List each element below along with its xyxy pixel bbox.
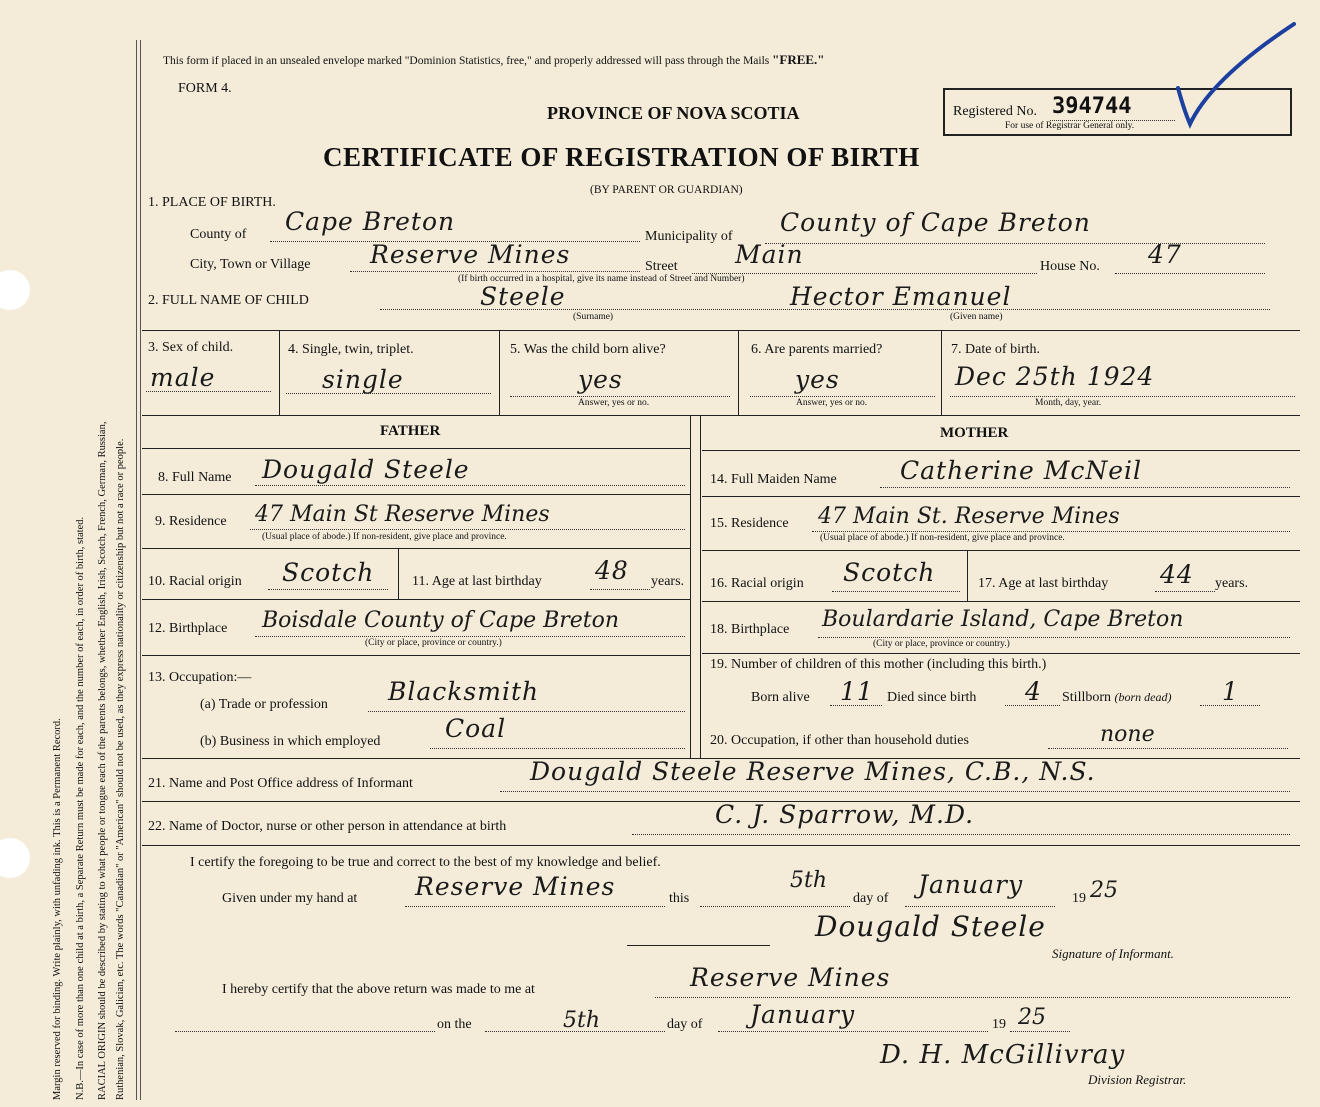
alive-value: yes <box>578 365 623 394</box>
mail-note-text: This form if placed in an unsealed envelope marked "Dominion Statistics, free," and properly addressed will pass through the Mails <box>163 55 773 67</box>
county-label: County of <box>190 227 247 242</box>
given-day-value: 5th <box>790 868 828 893</box>
given-caption: (Given name) <box>950 312 1003 322</box>
born-alive-value: 11 <box>840 677 874 706</box>
registrar-place-value: Reserve Mines <box>690 963 891 992</box>
margin-rule-inner <box>140 40 141 1100</box>
mother-age-line <box>1155 591 1215 592</box>
registered-number: 394744 <box>1052 94 1132 119</box>
county-value: Cape Breton <box>285 207 456 236</box>
given-day-of-label: day of <box>853 891 889 906</box>
father-heading: FATHER <box>380 423 441 439</box>
mother-birthplace-label: 18. Birthplace <box>710 622 790 637</box>
child-surname: Steele <box>480 282 566 311</box>
municipality-value: County of Cape Breton <box>780 208 1091 237</box>
father-race-divider <box>398 549 399 599</box>
city-label: City, Town or Village <box>190 257 311 272</box>
alive-caption: Answer, yes or no. <box>578 398 650 408</box>
informant-label: 21. Name and Post Office address of Informant <box>148 776 413 791</box>
father-name-value: Dougald Steele <box>262 455 470 484</box>
divider-5-6 <box>738 331 739 415</box>
trade-value: Blacksmith <box>388 677 540 706</box>
married-value: yes <box>795 365 840 394</box>
married-label: 6. Are parents married? <box>751 342 883 357</box>
given-year-prefix: 19 <box>1072 891 1086 906</box>
street-value: Main <box>735 240 804 269</box>
doctor-value: C. J. Sparrow, M.D. <box>715 800 975 829</box>
father-age-label: 11. Age at last birthday <box>412 574 542 589</box>
signature-label: Signature of Informant. <box>1052 946 1174 961</box>
mother-race-divider <box>967 551 968 601</box>
business-line <box>430 748 685 749</box>
form-number: FORM 4. <box>178 81 232 96</box>
sex-label: 3. Sex of child. <box>148 340 234 355</box>
given-this-label: this <box>669 891 690 906</box>
given-year-value: 25 <box>1090 878 1118 903</box>
mother-rule-18 <box>702 653 1300 654</box>
father-birthplace-line <box>255 636 685 637</box>
mother-occupation-label: 20. Occupation, if other than household duties <box>710 733 969 748</box>
father-name-line <box>255 485 685 486</box>
mother-birthplace-value: Boulardarie Island, Cape Breton <box>822 607 1184 632</box>
father-birthplace-value: Boisdale County of Cape Breton <box>262 608 620 633</box>
father-residence-line <box>250 529 685 530</box>
trade-label: (a) Trade or profession <box>200 697 328 712</box>
given-place-value: Reserve Mines <box>415 872 616 901</box>
father-rule-10 <box>142 599 690 600</box>
mother-race-label: 16. Racial origin <box>710 576 804 591</box>
father-race-value: Scotch <box>282 558 375 587</box>
rule-after-row3 <box>142 415 1300 416</box>
died-value: 4 <box>1025 677 1042 706</box>
house-line <box>1115 273 1265 274</box>
margin-note-racial-origin: RACIAL ORIGIN should be described by stating to what people or tongue each of the parents belongs, whether English, Irish, Scotch, French, German, Russian, <box>97 421 108 1100</box>
rule-under-father-heading <box>142 448 690 449</box>
child-name-label: 2. FULL NAME OF CHILD <box>148 293 309 308</box>
registrar-signature: D. H. McGillivray <box>880 1040 1126 1070</box>
margin-note-multiple-births: N.B.—In case of more than one child at a birth, a Separate Return must be made for each, and the number of each, in order of birth, stated. <box>75 516 86 1100</box>
dob-caption: Month, day, year. <box>1035 398 1102 408</box>
born-alive-label: Born alive <box>751 690 810 705</box>
father-race-line <box>268 589 388 590</box>
children-count-label: 19. Number of children of this mother (including this birth.) <box>710 657 1047 672</box>
alive-label: 5. Was the child born alive? <box>510 342 666 357</box>
margin-note-nationality: Ruthenian, Slovak, Galician, etc. The words "Canadian" or "American" should not be used, as they express nationality or citizenship but not a race or people. <box>115 438 126 1100</box>
registrar-signature-label: Division Registrar. <box>1088 1072 1187 1087</box>
municipality-label: Municipality of <box>645 229 733 244</box>
business-label: (b) Business in which employed <box>200 734 381 749</box>
certificate-title: CERTIFICATE OF REGISTRATION OF BIRTH <box>323 142 920 172</box>
stillborn-label <box>1062 690 1172 706</box>
alive-line <box>510 396 730 397</box>
stillborn-text: Stillborn <box>1062 690 1112 705</box>
registrar-place-line <box>655 997 1290 998</box>
registrar-leading-line <box>175 1031 435 1032</box>
mother-age-label: 17. Age at last birthday <box>978 576 1109 591</box>
doctor-label: 22. Name of Doctor, nurse or other person in attendance at birth <box>148 819 507 834</box>
registrar-month-value: January <box>750 1000 856 1029</box>
sex-value: male <box>150 363 216 392</box>
city-line <box>350 271 640 272</box>
registrar-year-line <box>1010 1031 1070 1032</box>
mother-name-line <box>880 487 1290 488</box>
mother-heading: MOTHER <box>940 425 1009 441</box>
given-month-line <box>905 906 1055 907</box>
given-day-line <box>700 906 850 907</box>
mother-rule-16 <box>702 601 1300 602</box>
binding-hole-top <box>0 270 30 310</box>
registrar-day-of-label: day of <box>667 1017 703 1032</box>
mother-name-label: 14. Full Maiden Name <box>710 472 837 487</box>
house-value: 47 <box>1148 240 1182 269</box>
registrar-month-line <box>718 1031 988 1032</box>
rule-after-doctor <box>142 845 1300 846</box>
business-value: Coal <box>445 714 507 743</box>
center-divider-right <box>700 416 701 758</box>
mother-birthplace-note: (City or place, province or country.) <box>873 639 1010 649</box>
signature-stub-rule <box>627 945 770 946</box>
center-divider-left <box>690 416 691 758</box>
divider-4-5 <box>499 331 500 415</box>
informant-line <box>500 791 1290 792</box>
child-given-name: Hector Emanuel <box>790 282 1012 311</box>
given-month-value: January <box>918 870 1024 899</box>
married-caption: Answer, yes or no. <box>796 398 868 408</box>
certificate-subtitle: (BY PARENT OR GUARDIAN) <box>590 184 743 196</box>
house-label: House No. <box>1040 259 1100 274</box>
street-label: Street <box>645 259 678 274</box>
mother-residence-line <box>812 531 1290 532</box>
mother-age-value: 44 <box>1160 560 1194 589</box>
registrar-year-value: 25 <box>1018 1005 1046 1030</box>
mother-residence-label: 15. Residence <box>710 516 789 531</box>
father-years-label: years. <box>651 574 685 589</box>
stillborn-value: 1 <box>1222 677 1239 706</box>
married-line <box>750 396 935 397</box>
registrar-on-the-label: on the <box>437 1017 472 1032</box>
father-age-value: 48 <box>595 556 629 585</box>
stillborn-note: (born dead) <box>1114 690 1172 704</box>
trade-line <box>368 711 685 712</box>
father-birthplace-label: 12. Birthplace <box>148 621 228 636</box>
mother-years-label: years. <box>1215 576 1249 591</box>
mother-race-value: Scotch <box>843 558 936 587</box>
registrar-day-value: 5th <box>563 1008 601 1033</box>
mother-rule-15 <box>702 550 1300 551</box>
margin-rule <box>136 40 137 1100</box>
mother-residence-note: (Usual place of abode.) If non-resident, give place and province. <box>820 533 1065 543</box>
mail-note-free: "FREE." <box>772 52 825 67</box>
certify-statement: I certify the foregoing to be true and correct to the best of my knowledge and belief. <box>190 855 661 870</box>
mother-residence-value: 47 Main St. Reserve Mines <box>818 504 1120 529</box>
municipality-line <box>765 243 1265 244</box>
doctor-line <box>632 834 1290 835</box>
dob-label: 7. Date of birth. <box>951 342 1041 357</box>
surname-caption: (Surname) <box>573 312 614 322</box>
died-label: Died since birth <box>887 690 977 705</box>
mail-note <box>163 52 825 68</box>
father-birthplace-note: (City or place, province or country.) <box>365 638 502 648</box>
city-value: Reserve Mines <box>370 240 571 269</box>
mother-rule-14 <box>702 496 1300 497</box>
place-section-label: 1. PLACE OF BIRTH. <box>148 195 276 210</box>
plurality-label: 4. Single, twin, triplet. <box>288 342 414 357</box>
dob-value: Dec 25th 1924 <box>955 362 1155 391</box>
registered-label: Registered No. <box>953 104 1037 119</box>
dob-line <box>950 396 1295 397</box>
divider-3-4 <box>279 331 280 415</box>
margin-note-binding: Margin reserved for binding. Write plainly, with unfading ink. This is a Permanent Record. <box>52 718 63 1100</box>
rule-under-mother-heading <box>702 450 1300 451</box>
father-occupation-label: 13. Occupation:— <box>148 670 252 685</box>
mother-birthplace-line <box>818 637 1290 638</box>
registrar-year-prefix: 19 <box>992 1017 1006 1032</box>
father-residence-value: 47 Main St Reserve Mines <box>255 502 550 527</box>
registrar-statement: I hereby certify that the above return was made to me at <box>222 982 535 997</box>
father-rule-12 <box>142 655 690 656</box>
informant-value: Dougald Steele Reserve Mines, C.B., N.S. <box>530 757 1096 786</box>
father-name-label: 8. Full Name <box>158 470 232 485</box>
father-residence-label: 9. Residence <box>155 514 227 529</box>
mother-name-value: Catherine McNeil <box>900 456 1143 485</box>
informant-signature: Dougald Steele <box>815 910 1046 943</box>
province-heading: PROVINCE OF NOVA SCOTIA <box>547 103 800 123</box>
father-rule-9 <box>142 548 690 549</box>
given-under-label: Given under my hand at <box>222 891 358 906</box>
mother-occupation-value: none <box>1100 722 1155 747</box>
father-race-label: 10. Racial origin <box>148 574 242 589</box>
hospital-note: (If birth occurred in a hospital, give its name instead of Street and Number) <box>458 274 745 284</box>
mother-occupation-line <box>1048 748 1288 749</box>
father-rule-8 <box>142 494 690 495</box>
plurality-value: single <box>322 365 404 394</box>
rule-top-table <box>142 330 1300 331</box>
binding-hole-bottom <box>0 838 30 878</box>
check-mark <box>1172 18 1302 133</box>
father-residence-note: (Usual place of abode.) If non-resident, give place and province. <box>262 532 507 542</box>
father-age-line <box>590 589 650 590</box>
given-place-line <box>405 906 665 907</box>
registrar-note: For use of Registrar General only. <box>1005 121 1135 131</box>
mother-race-line <box>832 591 960 592</box>
divider-6-7 <box>941 331 942 415</box>
